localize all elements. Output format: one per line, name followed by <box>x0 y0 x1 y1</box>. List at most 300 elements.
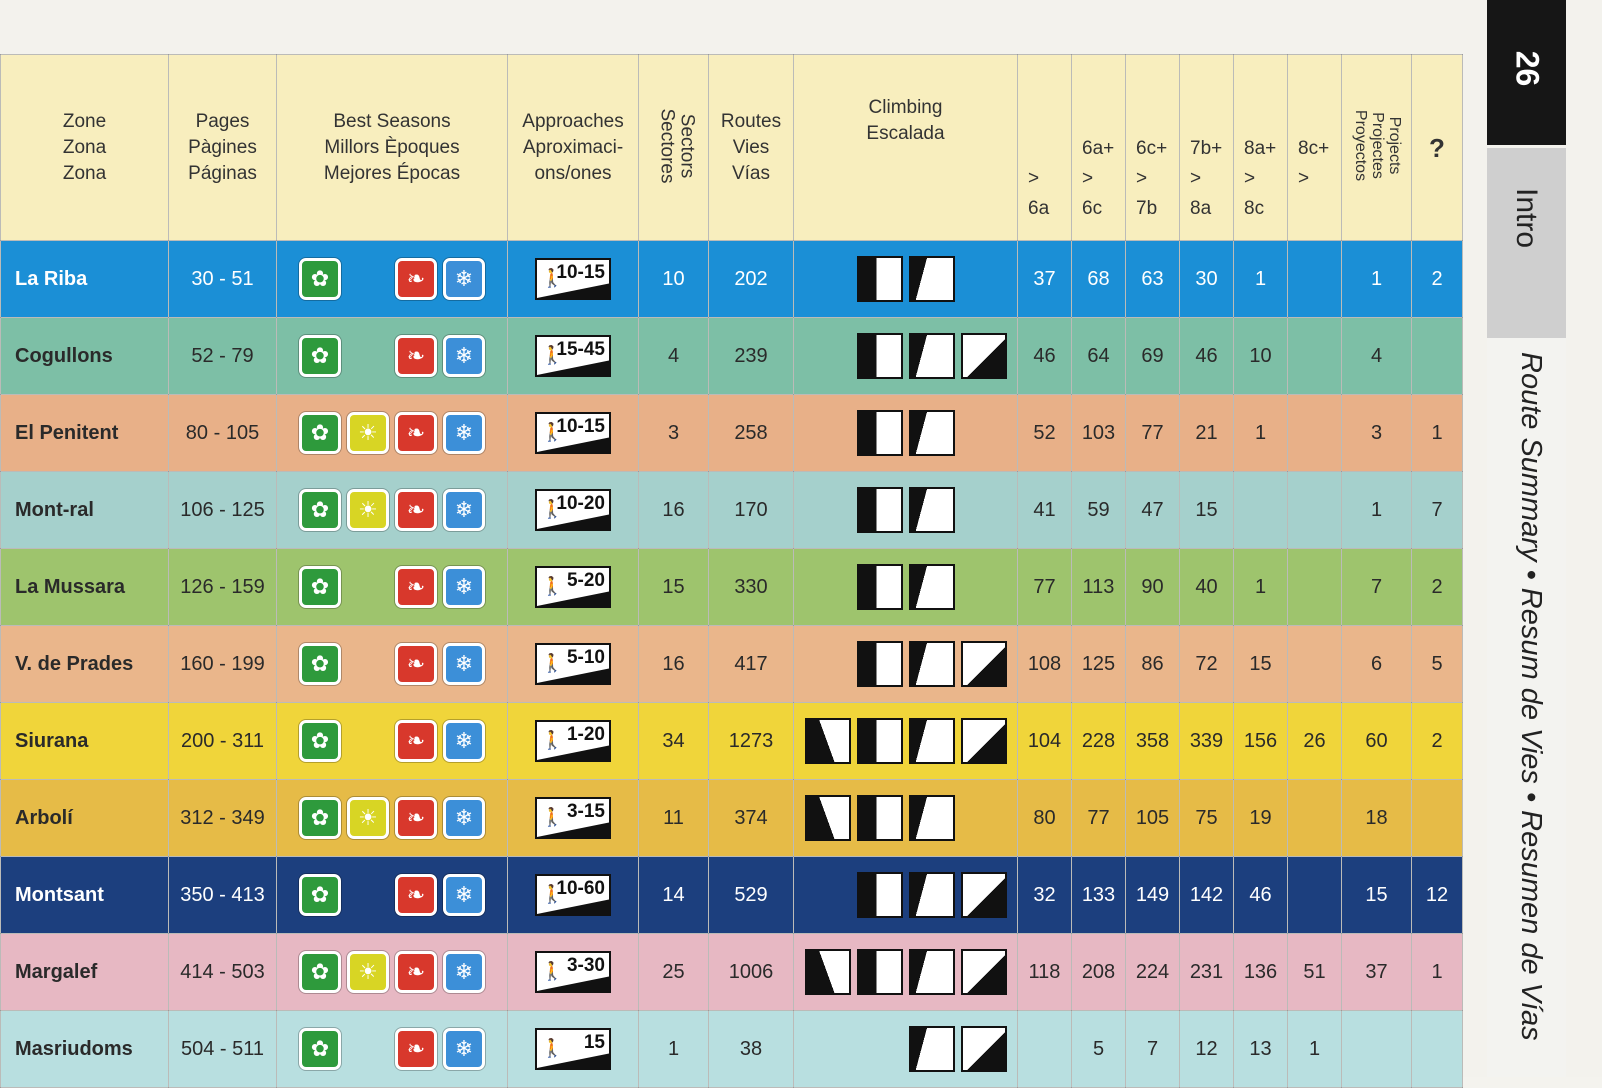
section-tab[interactable] <box>1487 148 1566 338</box>
header-grade-5-arrow: > <box>1244 168 1256 189</box>
climbing-cell <box>794 703 1018 780</box>
vertical-icon <box>857 872 903 918</box>
routes-cell: 38 <box>709 1011 794 1088</box>
header-seasons <box>277 55 508 241</box>
header-sectors-en: Sectors <box>676 113 698 179</box>
leaf-icon: ❧ <box>395 1028 437 1070</box>
header-grade-1-to: 6a <box>1028 198 1050 219</box>
grade-count-cell <box>1288 780 1342 857</box>
pages-cell: 30 - 51 <box>169 241 277 318</box>
grade-count-cell: 358 <box>1126 703 1180 780</box>
approach-time: 15 <box>583 1032 605 1053</box>
header-seasons-ca: Millors Èpoques <box>324 136 460 158</box>
grade-count-cell: 15 <box>1234 626 1288 703</box>
header-zone-ca: Zona <box>62 136 107 158</box>
pages-cell: 312 - 349 <box>169 780 277 857</box>
page-number-tab <box>1487 0 1566 145</box>
seasons-cell <box>277 934 508 1011</box>
header-grade-3 <box>1126 55 1180 241</box>
header-grade-5 <box>1234 55 1288 241</box>
grade-count-cell: 1 <box>1288 1011 1342 1088</box>
zone-cell: Arbolí <box>1 780 169 857</box>
overhang-icon <box>909 564 955 610</box>
approach-time: 10-15 <box>556 262 605 283</box>
header-approach-es: ons/ones <box>534 162 612 184</box>
table-row <box>1 241 1463 318</box>
climbing-cell <box>794 1011 1018 1088</box>
header-grade-2-arrow: > <box>1082 168 1094 189</box>
snowflake-icon: ❄ <box>443 1028 485 1070</box>
grade-count-cell: 51 <box>1288 934 1342 1011</box>
grade-count-cell: 125 <box>1072 626 1126 703</box>
snowflake-icon: ❄ <box>443 951 485 993</box>
vertical-icon <box>857 949 903 995</box>
header-grade-4 <box>1180 55 1234 241</box>
grade-count-cell: 156 <box>1234 703 1288 780</box>
routes-cell: 258 <box>709 395 794 472</box>
zone-cell: Siurana <box>1 703 169 780</box>
grade-count-cell: 108 <box>1018 626 1072 703</box>
routes-cell: 374 <box>709 780 794 857</box>
sectors-cell: 3 <box>639 395 709 472</box>
sectors-cell: 11 <box>639 780 709 857</box>
grade-count-cell: 52 <box>1018 395 1072 472</box>
overhang-icon <box>909 1026 955 1072</box>
grade-count-cell: 1 <box>1234 241 1288 318</box>
sectors-cell: 15 <box>639 549 709 626</box>
approach-badge <box>535 489 611 531</box>
header-grade-6-to <box>1298 194 1341 224</box>
pages-cell: 160 - 199 <box>169 626 277 703</box>
header-projects-es: Proyectos <box>1352 109 1370 182</box>
grade-count-cell: 69 <box>1126 318 1180 395</box>
overhang-icon <box>909 872 955 918</box>
daffodil-icon: ✿ <box>299 797 341 839</box>
grade-count-cell <box>1288 395 1342 472</box>
header-grade-6 <box>1288 55 1342 241</box>
approach-badge <box>535 951 611 993</box>
snowflake-icon: ❄ <box>443 489 485 531</box>
daffodil-icon: ✿ <box>299 720 341 762</box>
table-row <box>1 626 1463 703</box>
header-grade-3-to: 7b <box>1136 198 1158 219</box>
header-pages-en: Pages <box>195 110 250 132</box>
daffodil-icon: ✿ <box>299 566 341 608</box>
approach-time: 5-10 <box>566 647 605 668</box>
seasons-cell <box>277 318 508 395</box>
hiker-icon: 🚶 <box>541 653 564 673</box>
header-grade-6-arrow: > <box>1298 168 1310 189</box>
grade-count-cell: 1 <box>1234 395 1288 472</box>
routes-cell: 239 <box>709 318 794 395</box>
table-row <box>1 318 1463 395</box>
projects-cell: 1 <box>1342 241 1412 318</box>
zone-cell: Cogullons <box>1 318 169 395</box>
routes-cell: 170 <box>709 472 794 549</box>
approach-cell <box>508 318 639 395</box>
sectors-cell: 34 <box>639 703 709 780</box>
projects-cell: 37 <box>1342 934 1412 1011</box>
projects-cell: 6 <box>1342 626 1412 703</box>
grade-count-cell: 5 <box>1072 1011 1126 1088</box>
projects-cell: 4 <box>1342 318 1412 395</box>
header-grade-1 <box>1018 55 1072 241</box>
climbing-cell <box>794 934 1018 1011</box>
overhang-icon <box>909 256 955 302</box>
pages-cell: 504 - 511 <box>169 1011 277 1088</box>
approach-cell <box>508 549 639 626</box>
approach-badge <box>535 1028 611 1070</box>
header-grade-4-arrow: > <box>1190 168 1202 189</box>
grade-count-cell: 41 <box>1018 472 1072 549</box>
grade-count-cell <box>1234 472 1288 549</box>
header-zone-en: Zone <box>62 110 107 132</box>
approach-time: 10-15 <box>556 416 605 437</box>
pages-cell: 414 - 503 <box>169 934 277 1011</box>
sectors-cell: 25 <box>639 934 709 1011</box>
leaf-icon: ❧ <box>395 720 437 762</box>
header-grade-6-from: 8c+ <box>1298 138 1330 159</box>
approach-time: 15-45 <box>556 339 605 360</box>
approach-time: 5-20 <box>566 570 605 591</box>
header-grade-3-arrow: > <box>1136 168 1148 189</box>
grade-count-cell: 37 <box>1018 241 1072 318</box>
zone-cell: V. de Prades <box>1 626 169 703</box>
header-row <box>1 55 1463 241</box>
header-approach <box>508 55 639 241</box>
header-zone <box>1 55 169 241</box>
table-row <box>1 395 1463 472</box>
pages-cell: 80 - 105 <box>169 395 277 472</box>
daffodil-icon: ✿ <box>299 258 341 300</box>
grade-count-cell: 77 <box>1126 395 1180 472</box>
header-seasons-en: Best Seasons <box>333 110 451 132</box>
overhang-icon <box>909 641 955 687</box>
projects-cell: 60 <box>1342 703 1412 780</box>
grade-count-cell: 231 <box>1180 934 1234 1011</box>
grade-count-cell <box>1288 318 1342 395</box>
approach-time: 10-60 <box>556 878 605 899</box>
vertical-icon <box>857 641 903 687</box>
snowflake-icon: ❄ <box>443 874 485 916</box>
header-grade-4-from: 7b+ <box>1190 138 1223 159</box>
sectors-cell: 16 <box>639 472 709 549</box>
header-sectors-text <box>656 109 696 184</box>
snowflake-icon: ❄ <box>443 720 485 762</box>
approach-cell <box>508 857 639 934</box>
grade-count-cell: 7 <box>1126 1011 1180 1088</box>
vertical-icon <box>857 795 903 841</box>
seasons-cell <box>277 703 508 780</box>
routes-cell: 1273 <box>709 703 794 780</box>
roof-icon <box>961 949 1007 995</box>
grade-count-cell <box>1288 549 1342 626</box>
daffodil-icon: ✿ <box>299 874 341 916</box>
climbing-cell <box>794 626 1018 703</box>
header-unknown <box>1412 55 1463 241</box>
overhang-icon <box>909 949 955 995</box>
header-zone-es: Zona <box>62 162 107 184</box>
grade-count-cell: 86 <box>1126 626 1180 703</box>
grade-count-cell: 228 <box>1072 703 1126 780</box>
grade-count-cell: 10 <box>1234 318 1288 395</box>
daffodil-icon: ✿ <box>299 951 341 993</box>
header-grade-2-to: 6c <box>1082 198 1103 219</box>
grade-count-cell: 77 <box>1072 780 1126 857</box>
leaf-icon: ❧ <box>395 874 437 916</box>
climbing-cell <box>794 549 1018 626</box>
hiker-icon: 🚶 <box>541 268 564 288</box>
sectors-cell: 14 <box>639 857 709 934</box>
grade-count-cell: 46 <box>1234 857 1288 934</box>
vertical-icon <box>857 333 903 379</box>
overhang-icon <box>909 333 955 379</box>
unknown-cell <box>1412 318 1463 395</box>
sun-icon: ☀ <box>347 797 389 839</box>
zone-cell: Margalef <box>1 934 169 1011</box>
header-routes-en: Routes <box>720 110 782 132</box>
leaf-icon: ❧ <box>395 566 437 608</box>
grade-count-cell: 133 <box>1072 857 1126 934</box>
slab-icon <box>805 718 851 764</box>
header-pages <box>169 55 277 241</box>
grade-count-cell: 104 <box>1018 703 1072 780</box>
routes-cell: 202 <box>709 241 794 318</box>
grade-count-cell: 46 <box>1018 318 1072 395</box>
grade-count-cell <box>1288 857 1342 934</box>
seasons-cell <box>277 241 508 318</box>
projects-cell: 1 <box>1342 472 1412 549</box>
leaf-icon: ❧ <box>395 643 437 685</box>
overhang-icon <box>909 410 955 456</box>
hiker-icon: 🚶 <box>541 807 564 827</box>
snowflake-icon: ❄ <box>443 797 485 839</box>
approach-badge <box>535 412 611 454</box>
table-row <box>1 780 1463 857</box>
header-grade-1-from <box>1028 134 1071 164</box>
zone-cell: Masriudoms <box>1 1011 169 1088</box>
grade-count-cell: 113 <box>1072 549 1126 626</box>
grade-count-cell: 90 <box>1126 549 1180 626</box>
grade-count-cell: 118 <box>1018 934 1072 1011</box>
zone-cell: Montsant <box>1 857 169 934</box>
header-grade-2-from: 6a+ <box>1082 138 1115 159</box>
hiker-icon: 🚶 <box>541 499 564 519</box>
header-sectors <box>639 55 709 241</box>
grade-count-cell: 47 <box>1126 472 1180 549</box>
header-unknown-text: ? <box>1429 132 1445 163</box>
header-approach-en: Approaches <box>522 110 624 132</box>
hiker-icon: 🚶 <box>541 730 564 750</box>
climbing-cell <box>794 318 1018 395</box>
approach-cell <box>508 395 639 472</box>
approach-cell <box>508 1011 639 1088</box>
section-tab-label: Intro <box>1510 188 1543 249</box>
leaf-icon: ❧ <box>395 335 437 377</box>
hiker-icon: 🚶 <box>541 576 564 596</box>
grade-count-cell: 46 <box>1180 318 1234 395</box>
daffodil-icon: ✿ <box>299 643 341 685</box>
table-row <box>1 1011 1463 1088</box>
daffodil-icon: ✿ <box>299 335 341 377</box>
table-row <box>1 857 1463 934</box>
header-grade-4-to: 8a <box>1190 198 1212 219</box>
zone-cell: El Penitent <box>1 395 169 472</box>
pages-cell: 200 - 311 <box>169 703 277 780</box>
slab-icon <box>805 795 851 841</box>
unknown-cell: 12 <box>1412 857 1463 934</box>
header-pages-ca: Pàgines <box>188 136 257 158</box>
hiker-icon: 🚶 <box>541 884 564 904</box>
grade-count-cell: 224 <box>1126 934 1180 1011</box>
grade-count-cell: 103 <box>1072 395 1126 472</box>
snowflake-icon: ❄ <box>443 643 485 685</box>
header-climbing-es: Escalada <box>866 123 945 144</box>
vertical-icon <box>857 718 903 764</box>
leaf-icon: ❧ <box>395 489 437 531</box>
roof-icon <box>961 333 1007 379</box>
vertical-icon <box>857 256 903 302</box>
grade-count-cell: 19 <box>1234 780 1288 857</box>
page-number: 26 <box>1509 50 1546 87</box>
approach-time: 1-20 <box>566 724 605 745</box>
projects-cell: 3 <box>1342 395 1412 472</box>
seasons-cell <box>277 549 508 626</box>
sun-icon: ☀ <box>347 489 389 531</box>
climbing-cell <box>794 780 1018 857</box>
approach-badge <box>535 874 611 916</box>
grade-count-cell: 30 <box>1180 241 1234 318</box>
sectors-cell: 4 <box>639 318 709 395</box>
climbing-cell <box>794 472 1018 549</box>
hiker-icon: 🚶 <box>541 345 564 365</box>
header-routes <box>709 55 794 241</box>
leaf-icon: ❧ <box>395 951 437 993</box>
header-projects-ca: Projectes <box>1369 112 1387 179</box>
hiker-icon: 🚶 <box>541 961 564 981</box>
seasons-cell <box>277 1011 508 1088</box>
grade-count-cell: 40 <box>1180 549 1234 626</box>
grade-count-cell: 136 <box>1234 934 1288 1011</box>
seasons-cell <box>277 626 508 703</box>
side-title: Route Summary • Resum de Vies • Resumen de Vías <box>1515 352 1547 1041</box>
overhang-icon <box>909 795 955 841</box>
approach-badge <box>535 335 611 377</box>
grade-count-cell: 149 <box>1126 857 1180 934</box>
daffodil-icon: ✿ <box>299 489 341 531</box>
table-row <box>1 703 1463 780</box>
sun-icon: ☀ <box>347 412 389 454</box>
pages-cell: 350 - 413 <box>169 857 277 934</box>
header-grade-5-from: 8a+ <box>1244 138 1277 159</box>
sectors-cell: 1 <box>639 1011 709 1088</box>
header-projects <box>1342 55 1412 241</box>
unknown-cell: 5 <box>1412 626 1463 703</box>
unknown-cell: 7 <box>1412 472 1463 549</box>
approach-cell <box>508 472 639 549</box>
grade-count-cell: 12 <box>1180 1011 1234 1088</box>
grade-count-cell <box>1018 1011 1072 1088</box>
seasons-cell <box>277 780 508 857</box>
routes-cell: 1006 <box>709 934 794 1011</box>
approach-time: 10-20 <box>556 493 605 514</box>
seasons-cell <box>277 395 508 472</box>
projects-cell: 18 <box>1342 780 1412 857</box>
header-climbing <box>794 55 1018 241</box>
grade-count-cell: 64 <box>1072 318 1126 395</box>
roof-icon <box>961 718 1007 764</box>
projects-cell <box>1342 1011 1412 1088</box>
pages-cell: 52 - 79 <box>169 318 277 395</box>
grade-count-cell: 13 <box>1234 1011 1288 1088</box>
grade-count-cell <box>1288 626 1342 703</box>
seasons-cell <box>277 857 508 934</box>
approach-badge <box>535 643 611 685</box>
zone-cell: La Mussara <box>1 549 169 626</box>
grade-count-cell: 77 <box>1018 549 1072 626</box>
routes-cell: 417 <box>709 626 794 703</box>
approach-badge <box>535 566 611 608</box>
header-pages-es: Páginas <box>188 162 257 184</box>
unknown-cell: 1 <box>1412 934 1463 1011</box>
grade-count-cell: 80 <box>1018 780 1072 857</box>
climbing-cell <box>794 241 1018 318</box>
routes-cell: 330 <box>709 549 794 626</box>
grade-count-cell: 72 <box>1180 626 1234 703</box>
table-body <box>1 241 1463 1088</box>
vertical-icon <box>857 410 903 456</box>
daffodil-icon: ✿ <box>299 1028 341 1070</box>
table-row <box>1 934 1463 1011</box>
approach-badge <box>535 797 611 839</box>
hiker-icon: 🚶 <box>541 1038 564 1058</box>
zone-cell: La Riba <box>1 241 169 318</box>
approach-cell <box>508 626 639 703</box>
snowflake-icon: ❄ <box>443 258 485 300</box>
header-grade-1-arrow: > <box>1028 168 1040 189</box>
overhang-icon <box>909 487 955 533</box>
grade-count-cell: 75 <box>1180 780 1234 857</box>
header-grade-5-to: 8c <box>1244 198 1265 219</box>
snowflake-icon: ❄ <box>443 412 485 454</box>
unknown-cell <box>1412 780 1463 857</box>
unknown-cell: 2 <box>1412 703 1463 780</box>
vertical-icon <box>857 487 903 533</box>
header-approach-ca: Aproximaci- <box>522 136 624 158</box>
approach-time: 3-30 <box>566 955 605 976</box>
projects-cell: 15 <box>1342 857 1412 934</box>
overhang-icon <box>909 718 955 764</box>
leaf-icon: ❧ <box>395 412 437 454</box>
grade-count-cell <box>1288 241 1342 318</box>
climbing-cell <box>794 857 1018 934</box>
slab-icon <box>805 949 851 995</box>
leaf-icon: ❧ <box>395 797 437 839</box>
pages-cell: 106 - 125 <box>169 472 277 549</box>
grade-count-cell: 339 <box>1180 703 1234 780</box>
grade-count-cell: 59 <box>1072 472 1126 549</box>
approach-cell <box>508 703 639 780</box>
header-projects-en: Projects <box>1386 116 1404 175</box>
snowflake-icon: ❄ <box>443 566 485 608</box>
grade-count-cell: 1 <box>1234 549 1288 626</box>
grade-count-cell: 32 <box>1018 857 1072 934</box>
sectors-cell: 10 <box>639 241 709 318</box>
roof-icon <box>961 1026 1007 1072</box>
sun-icon: ☀ <box>347 951 389 993</box>
approach-cell <box>508 934 639 1011</box>
grade-count-cell: 21 <box>1180 395 1234 472</box>
